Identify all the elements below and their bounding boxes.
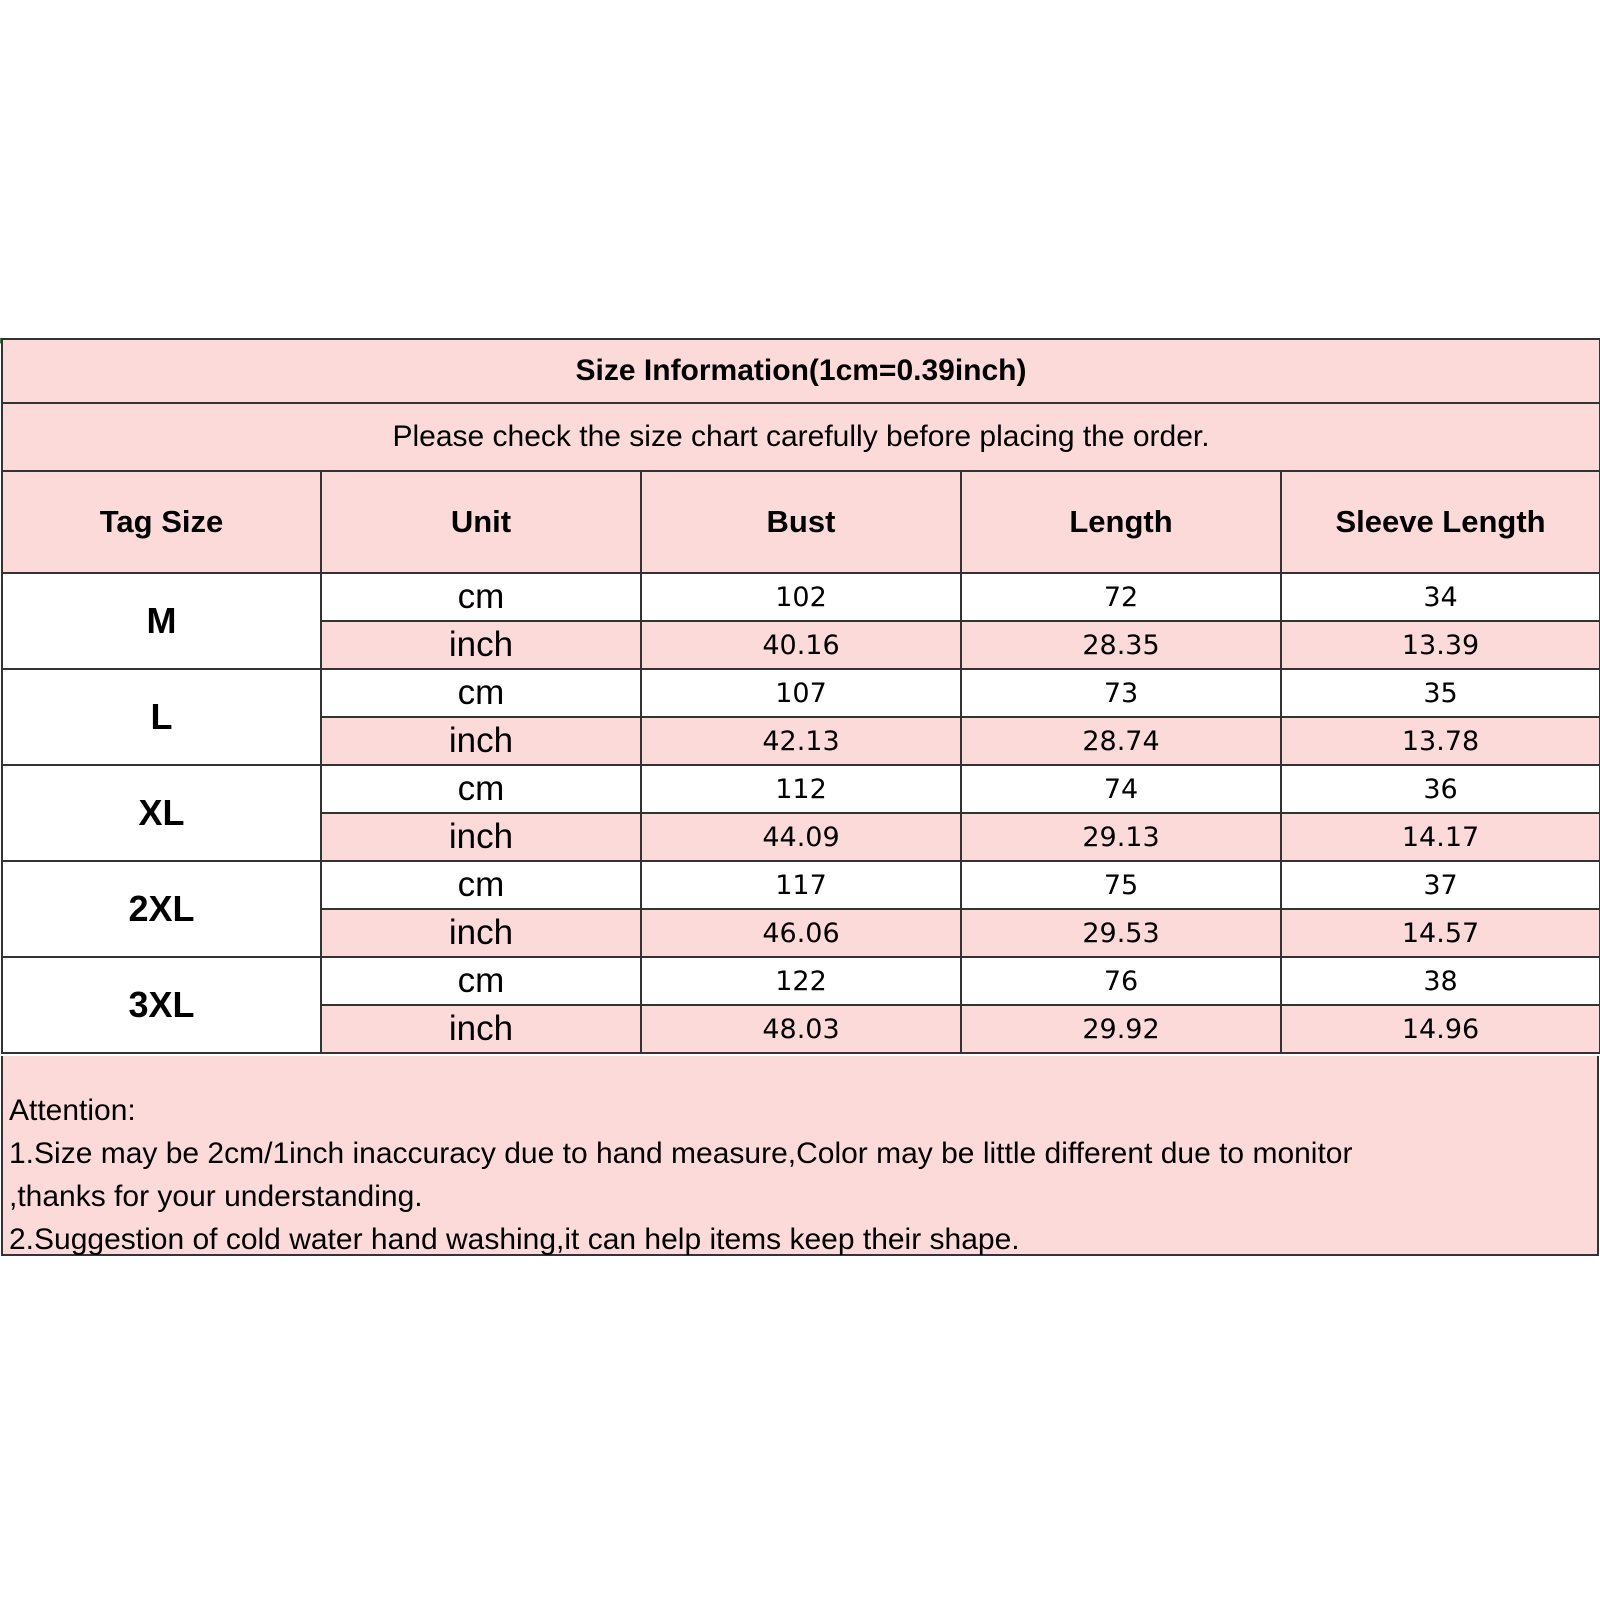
bust-cell: 102: [641, 573, 961, 621]
sleeve-length-cell: 14.96: [1281, 1005, 1600, 1053]
header-unit: Unit: [321, 471, 641, 573]
attention-note-2: 2.Suggestion of cold water hand washing,it can help items keep their shape.: [9, 1223, 1020, 1256]
size-info-subtitle: Please check the size chart carefully before placing the order.: [2, 403, 1600, 471]
table-row-3xl-cm: [2, 957, 1600, 1005]
bust-cell: 40.16: [641, 621, 961, 669]
sleeve-length-cell: 35: [1281, 669, 1600, 717]
header-bust: Bust: [641, 471, 961, 573]
table-row-l-cm: [2, 669, 1600, 717]
tag-size-cell: XL: [2, 765, 321, 861]
sleeve-length-cell: 14.17: [1281, 813, 1600, 861]
length-cell: 72: [961, 573, 1281, 621]
attention-note-1-continued: ,thanks for your understanding.: [9, 1180, 423, 1213]
length-cell: 29.92: [961, 1005, 1281, 1053]
attention-note-1: 1.Size may be 2cm/1inch inaccuracy due to hand measure,Color may be little different due to monitor: [9, 1137, 1353, 1170]
unit-cell: cm: [321, 765, 641, 813]
tag-size-cell: L: [2, 669, 321, 765]
bust-cell: 46.06: [641, 909, 961, 957]
bust-cell: 107: [641, 669, 961, 717]
unit-cell: inch: [321, 909, 641, 957]
length-cell: 76: [961, 957, 1281, 1005]
tag-size-cell: 2XL: [2, 861, 321, 957]
table-row-2xl-cm: [2, 861, 1600, 909]
length-cell: 28.35: [961, 621, 1281, 669]
length-cell: 29.13: [961, 813, 1281, 861]
length-cell: 75: [961, 861, 1281, 909]
sleeve-length-cell: 37: [1281, 861, 1600, 909]
header-tag-size: Tag Size: [2, 471, 321, 573]
tag-size-cell: M: [2, 573, 321, 669]
length-cell: 74: [961, 765, 1281, 813]
bust-cell: 117: [641, 861, 961, 909]
bust-cell: 48.03: [641, 1005, 961, 1053]
unit-cell: inch: [321, 621, 641, 669]
bust-cell: 42.13: [641, 717, 961, 765]
attention-heading: Attention:: [9, 1094, 136, 1127]
unit-cell: cm: [321, 957, 641, 1005]
size-table: [1, 338, 1600, 1054]
bust-cell: 112: [641, 765, 961, 813]
bust-cell: 44.09: [641, 813, 961, 861]
sleeve-length-cell: 36: [1281, 765, 1600, 813]
unit-cell: inch: [321, 717, 641, 765]
tag-size-cell: 3XL: [2, 957, 321, 1053]
sleeve-length-cell: 38: [1281, 957, 1600, 1005]
header-sleeve-length: Sleeve Length: [1281, 471, 1600, 573]
unit-cell: inch: [321, 813, 641, 861]
size-chart-sheet: [1, 338, 1599, 1260]
unit-cell: cm: [321, 573, 641, 621]
length-cell: 29.53: [961, 909, 1281, 957]
unit-cell: cm: [321, 861, 641, 909]
table-row-xl-cm: [2, 765, 1600, 813]
length-cell: 28.74: [961, 717, 1281, 765]
unit-cell: cm: [321, 669, 641, 717]
bust-cell: 122: [641, 957, 961, 1005]
size-info-title: Size Information(1cm=0.39inch): [2, 339, 1600, 403]
header-length: Length: [961, 471, 1281, 573]
sleeve-length-cell: 13.78: [1281, 717, 1600, 765]
header-row: [2, 471, 1600, 573]
length-cell: 73: [961, 669, 1281, 717]
attention-notes: [1, 1056, 1599, 1256]
sleeve-length-cell: 34: [1281, 573, 1600, 621]
sleeve-length-cell: 13.39: [1281, 621, 1600, 669]
sleeve-length-cell: 14.57: [1281, 909, 1600, 957]
unit-cell: inch: [321, 1005, 641, 1053]
table-row-m-cm: [2, 573, 1600, 621]
